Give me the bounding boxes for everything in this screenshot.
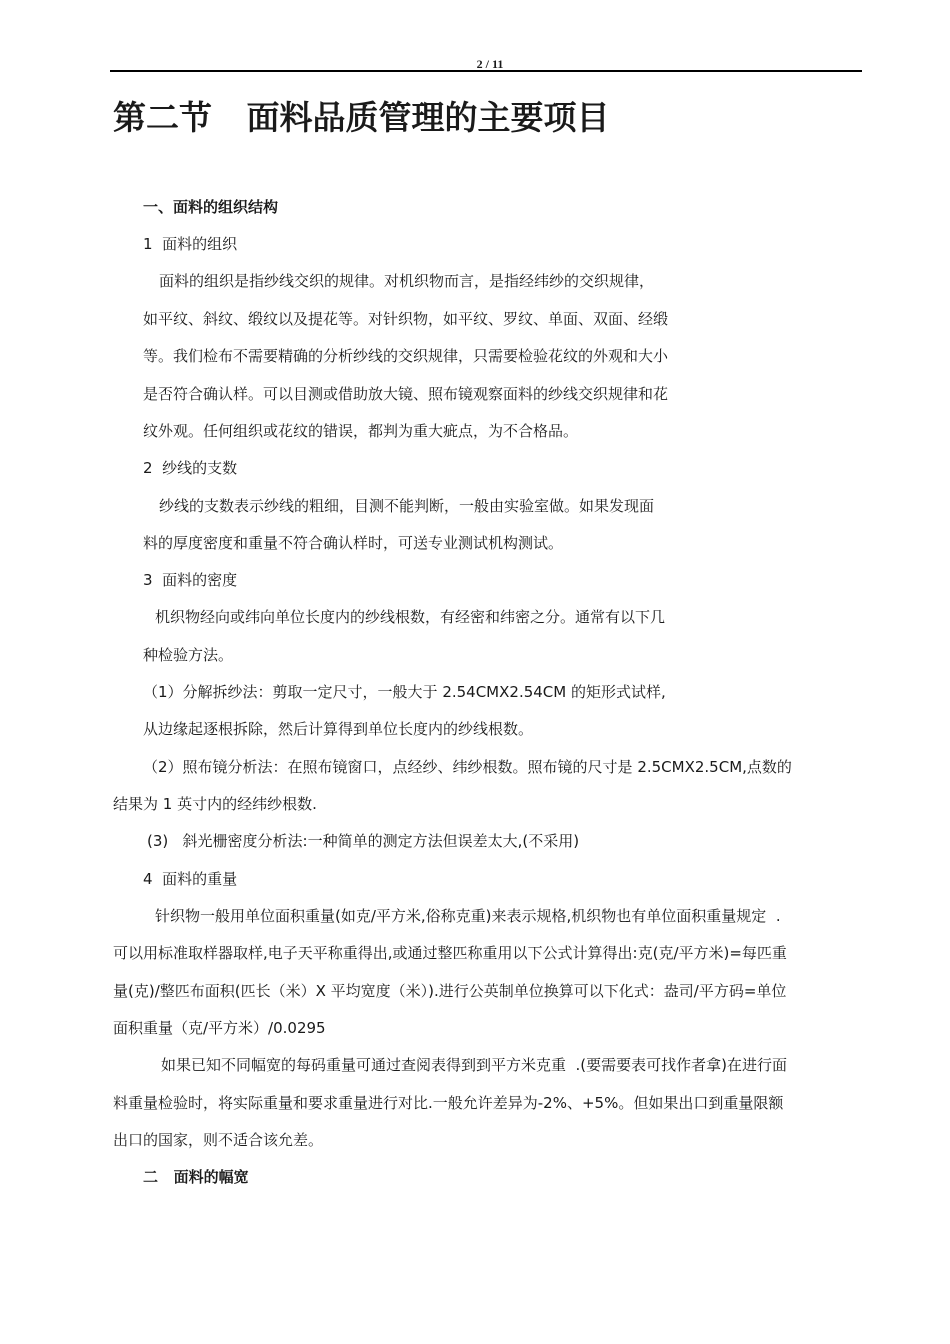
paragraph-line: 种检验方法。 xyxy=(143,646,234,664)
paragraph-line: 料的厚度密度和重量不符合确认样时，可送专业测试机构测试。 xyxy=(143,534,564,552)
section-title: 第二节 面料品质管理的主要项目 xyxy=(113,98,610,137)
subheading-fabric-weight: 4 面料的重量 xyxy=(143,870,238,888)
paragraph-line: 纱线的支数表示纱线的粗细，目测不能判断，一般由实验室做。如果发现面 xyxy=(159,497,655,515)
paragraph-line: 从边缘起逐根拆除，然后计算得到单位长度内的纱线根数。 xyxy=(143,720,534,738)
method-item-1: （1）分解拆纱法：剪取一定尺寸，一般大于 2.54CMX2.54CM 的矩形式试样, xyxy=(143,683,666,701)
paragraph-line: 针织物一般用单位面积重量(如克/平方米,俗称克重)来表示规格,机织物也有单位面积重量规定 . xyxy=(155,907,781,925)
method-item-3: (3) 斜光栅密度分析法:一种简单的测定方法但误差太大,(不采用) xyxy=(147,832,580,850)
paragraph-line: 结果为 1 英寸内的经纬纱根数. xyxy=(113,795,317,813)
method-item-2: （2）照布镜分析法：在照布镜窗口，点经纱、纬纱根数。照布镜的尺寸是 2.5CMX2.5CM,点数的 xyxy=(143,758,792,776)
paragraph-line: 出口的国家，则不适合该允差。 xyxy=(113,1131,324,1149)
paragraph-line: 面积重量（克/平方米）/0.0295 xyxy=(113,1019,326,1037)
subheading-yarn-count: 2 纱线的支数 xyxy=(143,459,238,477)
paragraph-line: 面料的组织是指纱线交织的规律。对机织物而言，是指经纬纱的交织规律， xyxy=(159,272,655,290)
subheading-fabric-density: 3 面料的密度 xyxy=(143,571,238,589)
paragraph-line: 如果已知不同幅宽的每码重量可通过查阅表得到到平方米克重 .(要需要表可找作者拿)在进行面 xyxy=(161,1056,788,1074)
subheading-fabric-weave: 1 面料的组织 xyxy=(143,235,238,253)
paragraph-line: 是否符合确认样。可以目测或借助放大镜、照布镜观察面料的纱线交织规律和花 xyxy=(143,385,669,403)
paragraph-line: 可以用标准取样器取样,电子天平称重得出,或通过整匹称重用以下公式计算得出:克(克/平方米)=每匹重 xyxy=(113,944,787,962)
heading-fabric-width: 二 面料的幅宽 xyxy=(143,1168,249,1186)
paragraph-line: 料重量检验时，将实际重量和要求重量进行对比.一般允许差异为-2%、+5%。但如果出口到重量限额 xyxy=(113,1094,784,1112)
paragraph-line: 如平纹、斜纹、缎纹以及提花等。对针织物，如平纹、罗纹、单面、双面、经缎 xyxy=(143,310,669,328)
paragraph-line: 等。我们检布不需要精确的分析纱线的交织规律，只需要检验花纹的外观和大小 xyxy=(143,347,669,365)
page-number: 2 / 11 xyxy=(476,57,504,71)
paragraph-line: 量(克)/整匹布面积(匹长（米）X 平均宽度（米）).进行公英制单位换算可以下化式：盎司/平方码=单位 xyxy=(113,982,787,1000)
heading-fabric-structure: 一、面料的组织结构 xyxy=(143,198,279,216)
header-rule xyxy=(110,70,862,72)
paragraph-line: 纹外观。任何组织或花纹的错误，都判为重大疵点，为不合格品。 xyxy=(143,422,579,440)
paragraph-line: 机织物经向或纬向单位长度内的纱线根数，有经密和纬密之分。通常有以下几 xyxy=(155,608,666,626)
